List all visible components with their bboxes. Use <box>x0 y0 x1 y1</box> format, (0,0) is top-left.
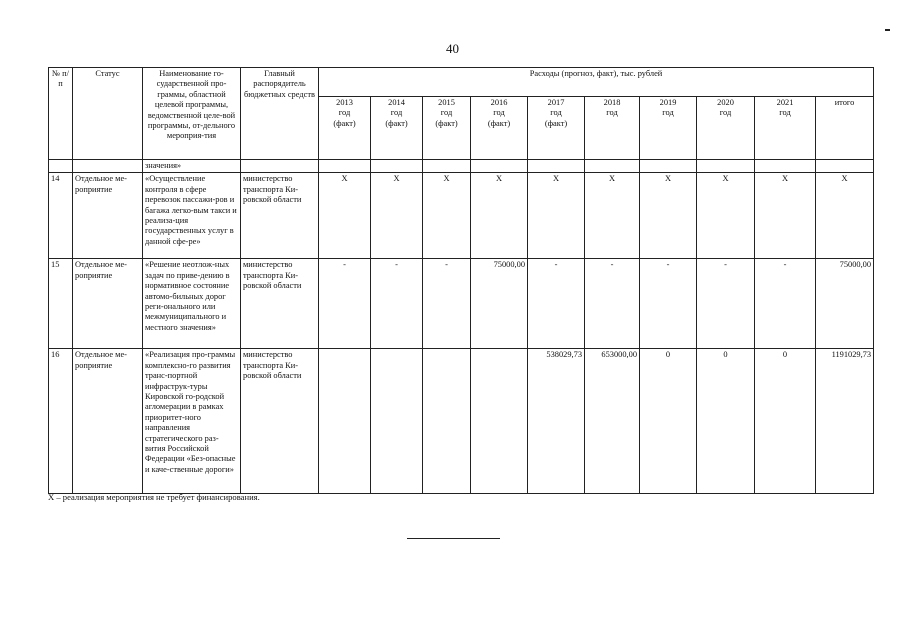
header-year-2016: 2016 год (факт) <box>471 97 528 160</box>
row-value: X <box>528 173 585 259</box>
row-value: - <box>371 259 423 349</box>
header-year-2019: 2019 год <box>640 97 697 160</box>
row-manager: министерство транспорта Ки-ровской области <box>241 259 319 349</box>
row-status: Отдельное ме-роприятие <box>73 173 143 259</box>
row-name: «Реализация про-граммы комплексно-го развития транс-портной инфраструк-туры Кировской го-родской агломерации в рамках приоритет-ного направления стратегического раз-вития Российской Федерации «Без-опасные и каче-ственные дороги» <box>143 349 241 494</box>
header-year-2017: 2017 год (факт) <box>528 97 585 160</box>
row-num: 14 <box>49 173 73 259</box>
table-row <box>49 259 874 349</box>
row-value: 0 <box>640 349 697 494</box>
row-value: - <box>585 259 640 349</box>
row-value: 0 <box>755 349 816 494</box>
row-value: - <box>423 259 471 349</box>
row-value <box>371 349 423 494</box>
row-value: 538029,73 <box>528 349 585 494</box>
row-value <box>471 349 528 494</box>
row-value: 0 <box>697 349 755 494</box>
table-row <box>49 173 874 259</box>
header-total: итого <box>816 97 874 160</box>
header-year-2018: 2018 год <box>585 97 640 160</box>
row-total: 75000,00 <box>816 259 874 349</box>
row-value <box>423 349 471 494</box>
row-num: 15 <box>49 259 73 349</box>
row-value: - <box>640 259 697 349</box>
header-expenses: Расходы (прогноз, факт), тыс. рублей <box>319 68 874 97</box>
row-total: 1191029,73 <box>816 349 874 494</box>
header-year-2013: 2013 год (факт) <box>319 97 371 160</box>
row-name: «Осуществление контроля в сфере перевозок пассажи-ров и багажа легко-вым такси и реализа-ция государственных услуг в данной сфе-ре» <box>143 173 241 259</box>
row-status: Отдельное ме-роприятие <box>73 349 143 494</box>
row-value: X <box>697 173 755 259</box>
continuation-row <box>49 160 874 173</box>
row-manager: министерство транспорта Ки-ровской области <box>241 173 319 259</box>
row-value: 653000,00 <box>585 349 640 494</box>
row-value: X <box>471 173 528 259</box>
header-manager: Главный распорядитель бюджетных средств <box>241 68 319 160</box>
header-status: Статус <box>73 68 143 160</box>
row-value: 75000,00 <box>471 259 528 349</box>
row-value: - <box>528 259 585 349</box>
header-name: Наименование го-сударственной про-граммы, областной целевой программы, ведомственной целе-вой программы, от-дельного мероприя-тия <box>143 68 241 160</box>
row-status: Отдельное ме-роприятие <box>73 259 143 349</box>
header-year-2021: 2021 год <box>755 97 816 160</box>
row-value: - <box>755 259 816 349</box>
page-number: 40 <box>446 41 459 56</box>
scan-mark <box>885 29 890 31</box>
header-row <box>49 68 874 97</box>
row-value: X <box>319 173 371 259</box>
row-name: «Решение неотлож-ных задач по приве-дению в нормативное состояние автомо-бильных дорог реги-онального или межмуниципального и местного значения» <box>143 259 241 349</box>
header-year-2020: 2020 год <box>697 97 755 160</box>
header-num: № п/п <box>49 68 73 160</box>
row-value: X <box>755 173 816 259</box>
row-value: X <box>371 173 423 259</box>
row-value: X <box>423 173 471 259</box>
row-value <box>319 349 371 494</box>
row-value: X <box>585 173 640 259</box>
row-value: - <box>319 259 371 349</box>
budget-table <box>48 67 874 494</box>
footnote: X – реализация мероприятия не требует финансирования. <box>48 492 260 502</box>
header-year-2014: 2014 год (факт) <box>371 97 423 160</box>
continuation-text: значения» <box>143 160 241 173</box>
header-year-2015: 2015 год (факт) <box>423 97 471 160</box>
row-num: 16 <box>49 349 73 494</box>
signature-line <box>407 538 500 539</box>
row-manager: министерство транспорта Ки-ровской области <box>241 349 319 494</box>
row-value: X <box>640 173 697 259</box>
row-total: X <box>816 173 874 259</box>
row-value: - <box>697 259 755 349</box>
table-row <box>49 349 874 494</box>
